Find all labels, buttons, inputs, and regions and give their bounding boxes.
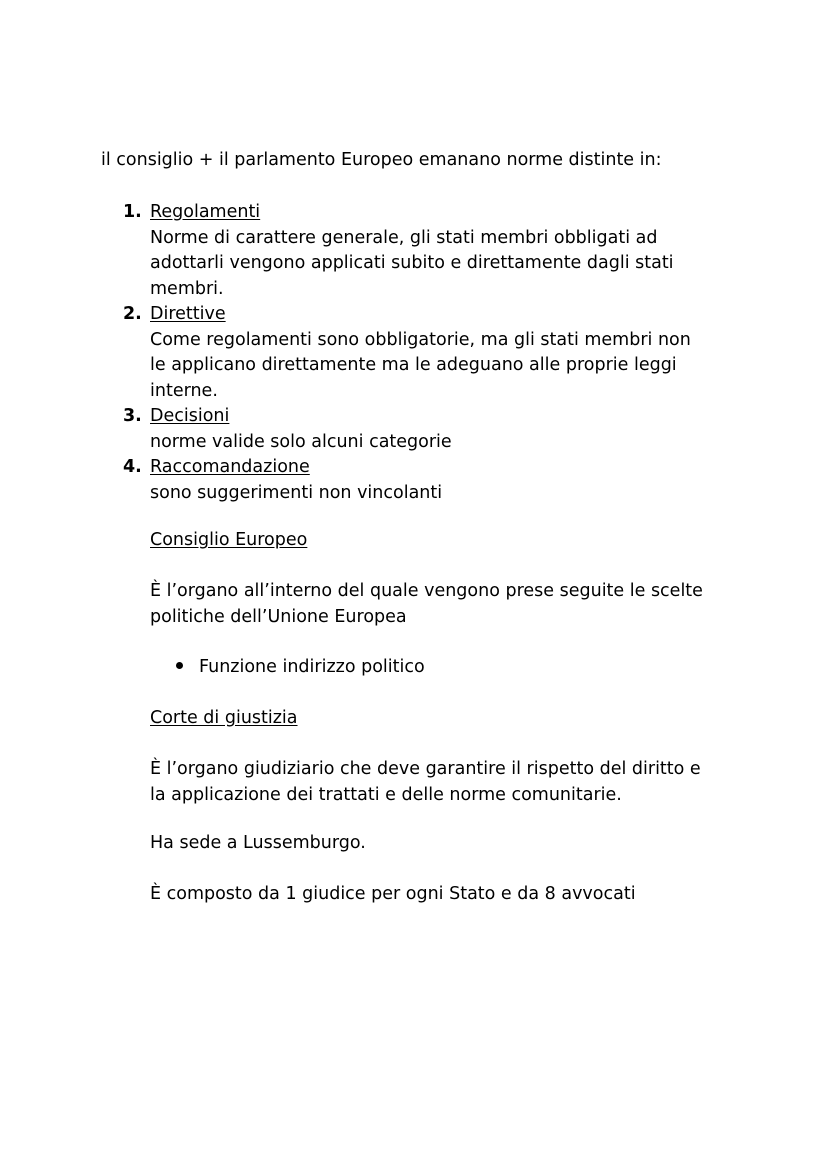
list-item-description-line: Norme di carattere generale, gli stati membri obbligati ad bbox=[150, 227, 658, 248]
list-item-title: Regolamenti bbox=[150, 202, 261, 222]
list-item-description-line: adottarli vengono applicati subito e direttamente dagli stati bbox=[150, 253, 674, 273]
list-item-title: Decisioni bbox=[150, 406, 230, 426]
list-item-description-line: norme valide solo alcuni categorie bbox=[150, 431, 452, 452]
corte-composizione: È composto da 1 giudice per ogni Stato e da 8 avvocati bbox=[150, 884, 636, 904]
corte-paragraph-line: È l’organo giudiziario che deve garantire il rispetto del diritto e bbox=[150, 759, 701, 779]
list-item-number: 2. bbox=[123, 304, 142, 324]
consiglio-paragraph bbox=[150, 579, 740, 630]
corte-paragraph bbox=[150, 757, 740, 808]
consiglio-paragraph-line: È l’organo all’interno del quale vengono prese seguite le scelte bbox=[150, 581, 703, 601]
numbered-list bbox=[123, 200, 723, 506]
bullet-text: Funzione indirizzo politico bbox=[199, 657, 425, 677]
corte-sede: Ha sede a Lussemburgo. bbox=[150, 833, 366, 853]
consiglio-bullet-item bbox=[176, 655, 425, 681]
list-item bbox=[123, 455, 723, 506]
list-item-description-line: interne. bbox=[150, 380, 218, 401]
consiglio-heading: Consiglio Europeo bbox=[150, 530, 308, 550]
list-item-number: 4. bbox=[123, 457, 142, 477]
list-item-description-line: sono suggerimenti non vincolanti bbox=[150, 482, 443, 503]
list-item bbox=[123, 404, 723, 455]
list-item-description-line: membri. bbox=[150, 278, 224, 299]
bullet-icon bbox=[176, 662, 183, 669]
corte-heading: Corte di giustizia bbox=[150, 708, 298, 728]
consiglio-paragraph-line: politiche dell’Unione Europea bbox=[150, 606, 407, 627]
list-item-number: 1. bbox=[123, 202, 142, 222]
list-item-description-line: le applicano direttamente ma le adeguano alle proprie leggi bbox=[150, 355, 677, 375]
list-item bbox=[123, 302, 723, 404]
list-item-number: 3. bbox=[123, 406, 142, 426]
list-item-title: Direttive bbox=[150, 304, 226, 324]
list-item bbox=[123, 200, 723, 302]
list-item-description-line: Come regolamenti sono obbligatorie, ma gli stati membri non bbox=[150, 329, 691, 350]
intro-paragraph: il consiglio + il parlamento Europeo emanano norme distinte in: bbox=[101, 150, 662, 170]
corte-paragraph-line: la applicazione dei trattati e delle norme comunitarie. bbox=[150, 784, 622, 805]
list-item-title: Raccomandazione bbox=[150, 457, 310, 477]
